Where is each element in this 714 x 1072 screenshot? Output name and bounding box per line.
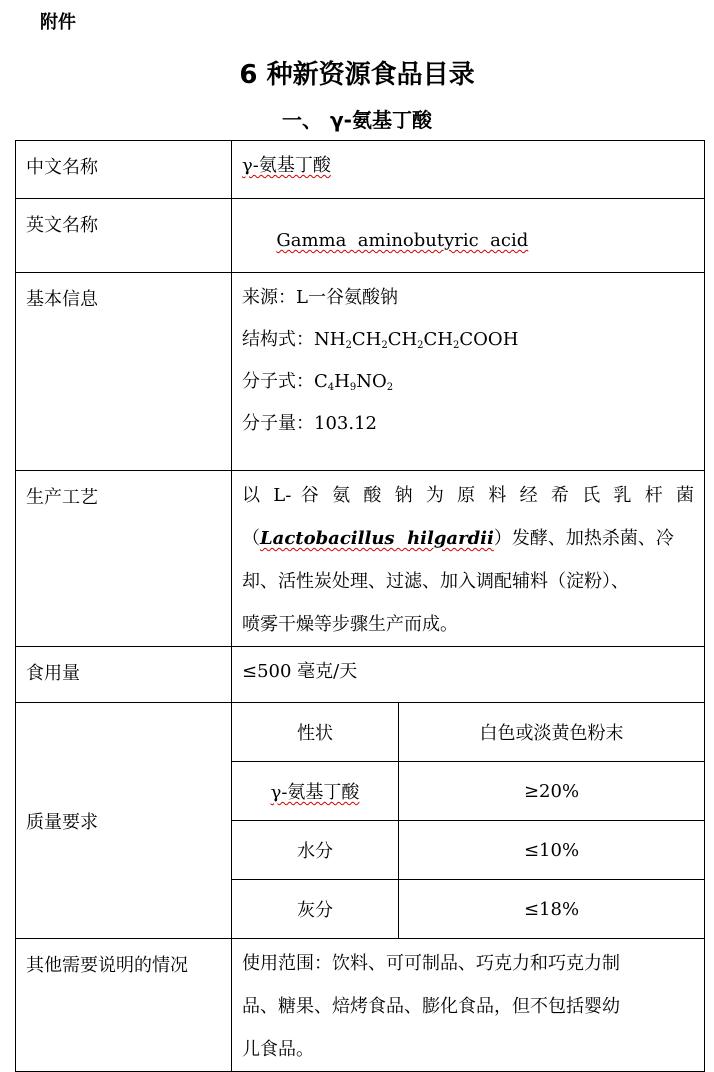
value-dosage: ≤500 毫克/天 <box>232 647 705 703</box>
bacteria-latin-name: Lactobacillus hilgardii <box>260 528 494 549</box>
section-subtitle <box>0 104 714 133</box>
value-chinese-name <box>232 141 705 199</box>
row-english-name <box>16 199 705 273</box>
row-chinese-name <box>16 141 705 199</box>
quality-row <box>232 880 704 939</box>
value-quality <box>232 703 705 939</box>
row-basic-info <box>16 273 705 471</box>
molecular-weight-line: 分子量：103.12 <box>242 413 377 434</box>
quality-item-name: 性状 <box>232 703 399 762</box>
row-quality <box>16 703 705 939</box>
value-basic-info <box>232 273 705 471</box>
quality-row <box>232 703 704 762</box>
page-title: 6 种新资源食品目录 <box>239 60 475 90</box>
quality-item-value: ≥20% <box>399 762 705 821</box>
english-name-text: Gamma aminobutyric acid <box>276 230 529 251</box>
molecular-formula-line: 分子式：$C_4H_9NO_2$ <box>242 371 394 393</box>
subtitle-index: 一、 <box>282 108 323 132</box>
row-dosage <box>16 647 705 703</box>
source-line: 来源：L一谷氨酸钠 <box>242 287 398 308</box>
subtitle-name: γ-氨基丁酸 <box>330 108 432 132</box>
label-process: 生产工艺 <box>16 471 232 647</box>
molecular-formula: $C_4H_9NO_2$ <box>314 371 394 393</box>
chinese-name-text: γ-氨基丁酸 <box>242 155 331 176</box>
process-line-3: 却、活性炭处理、过滤、加入调配辅料（淀粉）、 <box>242 571 629 592</box>
label-basic-info: 基本信息 <box>16 273 232 471</box>
other-line-3: 儿食品。 <box>242 1039 314 1060</box>
quality-item-name: γ-氨基丁酸 <box>232 762 399 821</box>
value-process <box>232 471 705 647</box>
attachment-label: 附件 <box>40 12 76 33</box>
quality-row <box>232 821 704 880</box>
quality-row <box>232 762 704 821</box>
quality-item-name: 灰分 <box>232 880 399 939</box>
process-line-1: 以 L- 谷 氨 酸 钠 为 原 料 经 希 氏 乳 杆 菌 <box>242 485 694 506</box>
quality-item-value: ≤18% <box>399 880 705 939</box>
label-english-name: 英文名称 <box>16 199 232 273</box>
structural-formula: $NH_2CH_2CH_2CH_2COOH$ <box>314 329 519 351</box>
other-line-2: 品、糖果、焙烤食品、膨化食品，但不包括婴幼 <box>242 996 620 1017</box>
label-dosage: 食用量 <box>16 647 232 703</box>
quality-item-name: 水分 <box>232 821 399 880</box>
label-other: 其他需要说明的情况 <box>16 939 232 1072</box>
process-line-4: 喷雾干燥等步骤生产而成。 <box>242 614 458 635</box>
value-other <box>232 939 705 1072</box>
label-quality: 质量要求 <box>16 703 232 939</box>
process-line-2: （Lactobacillus hilgardii）发酵、加热杀菌、冷 <box>242 528 674 549</box>
catalog-table <box>15 140 705 1072</box>
quality-table <box>232 703 704 938</box>
row-process <box>16 471 705 647</box>
value-english-name <box>232 199 705 273</box>
label-chinese-name: 中文名称 <box>16 141 232 199</box>
structural-formula-line: 结构式：$NH_2CH_2CH_2CH_2COOH$ <box>242 329 519 351</box>
quality-item-value: ≤10% <box>399 821 705 880</box>
quality-item-value: 白色或淡黄色粉末 <box>399 703 705 762</box>
row-other <box>16 939 705 1072</box>
other-line-1: 使用范围：饮料、可可制品、巧克力和巧克力制 <box>242 953 620 974</box>
